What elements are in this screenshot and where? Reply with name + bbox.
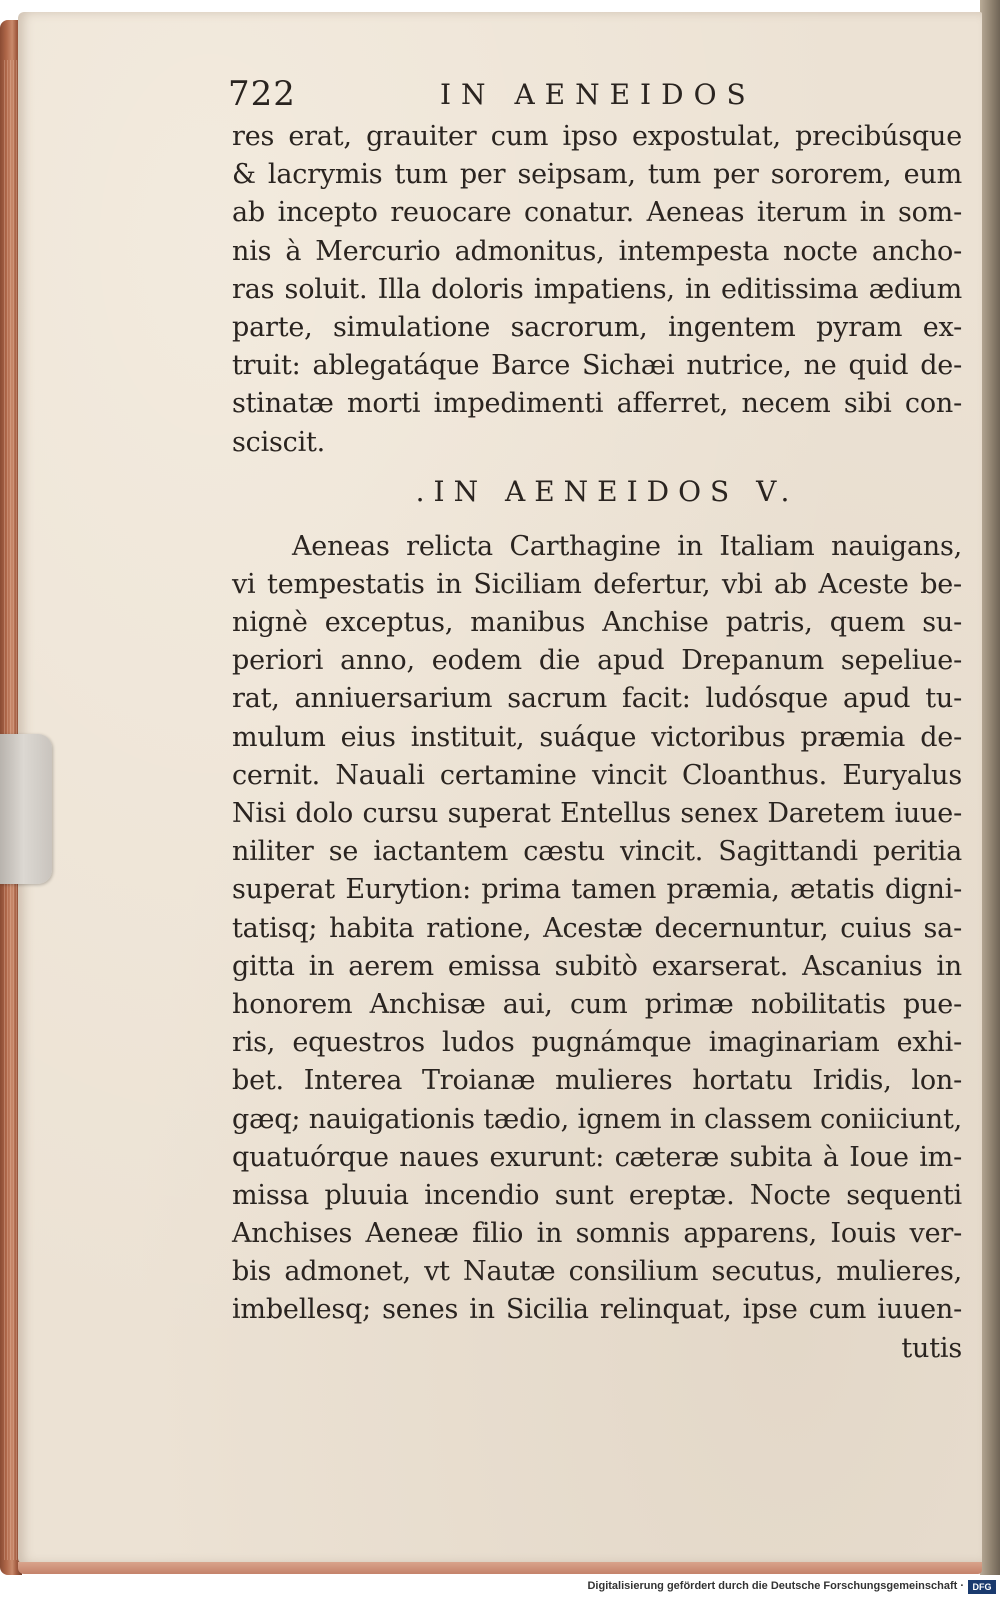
bottom-page-edge <box>18 1562 982 1574</box>
text-line: periori anno, eodem die apud Drepanum sepeliue- <box>232 645 962 677</box>
catchword: tutis <box>901 1332 962 1364</box>
dfg-logo: DFG <box>968 1580 996 1594</box>
text-line: sciscit. <box>232 426 326 458</box>
text-line: superat Eurytion: prima tamen præmia, ætatis digni- <box>232 874 962 906</box>
text-line: missa pluuia incendio sunt ereptæ. Nocte sequenti <box>232 1179 962 1211</box>
running-title: IN AENEIDOS <box>440 78 756 111</box>
page-content <box>228 74 962 1368</box>
text-block-bottom <box>232 528 962 1368</box>
text-line: nignè exceptus, manibus Anchise patris, quem su- <box>232 607 962 639</box>
text-line: ab incepto reuocare conatur. Aeneas iterum in som- <box>232 197 962 229</box>
text-line: bis admonet, vt Nautæ consilium secutus, mulieres, <box>232 1256 962 1288</box>
section-heading: .IN AENEIDOS V. <box>415 474 799 508</box>
text-line: rat, anniuersarium sacrum facit: ludósque apud tu- <box>232 683 962 715</box>
text-line: bet. Interea Troianæ mulieres hortatu Iridis, lon- <box>232 1065 962 1097</box>
page-number: 722 <box>228 74 296 114</box>
text-line: gæq; nauigationis tædio, ignem in classem coniiciunt, <box>232 1103 962 1135</box>
page-clip <box>0 734 52 884</box>
text-line: tatisq; habita ratione, Acestæ decernuntur, cuius sa- <box>232 912 962 944</box>
text-line: parte, simulatione sacrorum, ingentem pyram ex- <box>232 311 962 343</box>
text-line: ras soluit. Illa doloris impatiens, in editissima ædium <box>232 273 962 305</box>
text-line: Nisi dolo cursu superat Entellus senex Daretem iuue- <box>232 798 962 829</box>
text-line: nis à Mercurio admonitus, intempesta nocte ancho- <box>232 235 962 267</box>
funding-credit: Digitalisierung gefördert durch die Deutsche Forschungsgemeinschaft · <box>587 1580 964 1592</box>
text-line: cernit. Nauali certamine vincit Cloanthus. Euryalus <box>232 759 962 791</box>
text-line: Anchises Aeneæ filio in somnis apparens, Iouis ver- <box>232 1218 962 1250</box>
text-line: vi tempestatis in Siciliam defertur, vbi ab Aceste be- <box>232 568 962 600</box>
text-line: & lacrymis tum per seipsam, tum per sororem, eum <box>232 159 962 191</box>
right-binding-shadow <box>980 0 1000 1575</box>
text-line: mulum eius instituit, suáque victoribus præmia de- <box>232 721 962 753</box>
digitization-footer <box>0 1578 1000 1597</box>
text-line: gitta in aerem emissa subitò exarserat. Ascanius in <box>232 950 962 982</box>
running-head <box>228 74 962 118</box>
text-block-top <box>232 118 962 462</box>
text-line: imbellesq; senes in Sicilia relinquat, ipse cum iuuen- <box>232 1294 962 1326</box>
text-line: truit: ablegatáque Barce Sichæi nutrice, ne quid de- <box>232 350 962 382</box>
text-line: res erat, grauiter cum ipso expostulat, precibúsque <box>232 121 962 152</box>
text-line: Aeneas relicta Carthagine in Italiam nauigans, <box>292 530 962 562</box>
text-line: honorem Anchisæ aui, cum primæ nobilitatis pue- <box>232 988 962 1020</box>
text-line: ris, equestros ludos pugnámque imaginariam exhi- <box>232 1027 962 1059</box>
text-line: stinatæ morti impedimenti afferret, necem sibi con- <box>232 388 962 420</box>
text-line: quatuórque naues exurunt: cæteræ subita à Ioue im- <box>232 1141 962 1173</box>
text-line: niliter se iactantem cæstu vincit. Sagittandi peritia <box>232 836 962 868</box>
